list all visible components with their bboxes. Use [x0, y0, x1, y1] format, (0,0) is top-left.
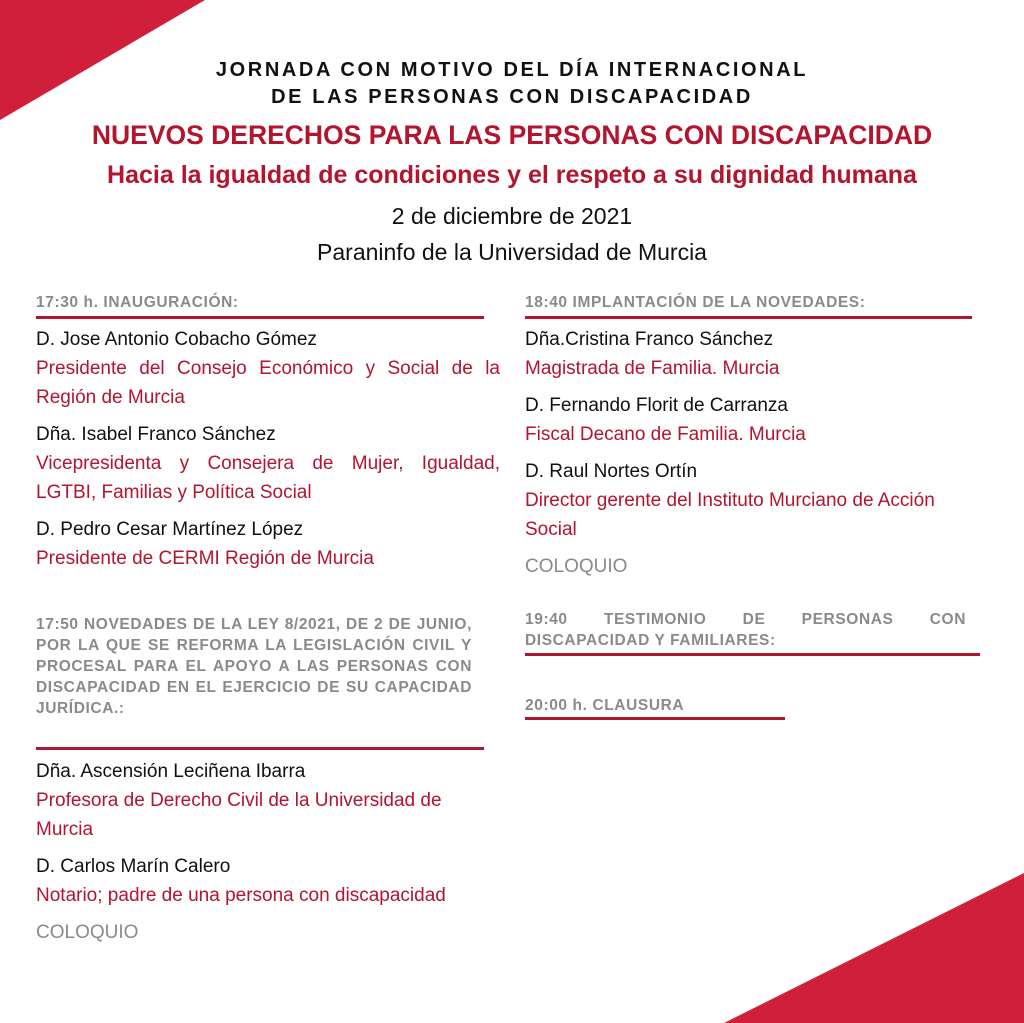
speaker-role: Magistrada de Familia. Murcia — [525, 358, 780, 379]
speaker-role: Presidente del Consejo Económico y Social de la Región de Murcia — [36, 358, 500, 408]
speaker-name: D. Jose Antonio Cobacho Gómez — [36, 329, 317, 350]
section-heading-testimonio: 19:40 TESTIMONIO DE PERSONAS CON DISCAPACIDAD Y FAMILIARES: — [525, 611, 966, 649]
speaker-name: D. Pedro Cesar Martínez López — [36, 519, 304, 540]
speaker-list-implantacion — [525, 325, 990, 581]
left-column — [36, 292, 500, 573]
speaker-name: D. Raul Nortes Ortín — [525, 461, 698, 482]
right-column — [525, 292, 990, 581]
section-rule — [525, 717, 785, 720]
coloquio-label: COLOQUIO — [525, 556, 628, 577]
speaker-list-inauguracion — [36, 325, 500, 573]
speaker-name: D. Carlos Marín Calero — [36, 856, 231, 877]
event-date: 2 de diciembre de 2021 — [391, 203, 633, 229]
page-title: NUEVOS DERECHOS PARA LAS PERSONAS CON DISCAPACIDAD — [91, 120, 933, 150]
corner-triangle-bottom-right — [724, 873, 1024, 1023]
right-column-section-4 — [525, 609, 966, 651]
speaker-role: Profesora de Derecho Civil de la Universidad de Murcia — [36, 790, 442, 840]
speaker-name: Dña. Isabel Franco Sánchez — [36, 424, 276, 445]
speaker-name: D. Fernando Florit de Carranza — [525, 395, 788, 416]
speaker-role: Presidente de CERMI Región de Murcia — [36, 548, 374, 569]
section-rule — [525, 316, 972, 319]
speaker-role: Fiscal Decano de Familia. Murcia — [525, 424, 806, 445]
section-rule — [36, 747, 484, 750]
section-heading-clausura: 20:00 h. CLAUSURA — [525, 697, 685, 714]
speaker-name: Dña. Ascensión Leciñena Ibarra — [36, 761, 306, 782]
speaker-role: Vicepresidenta y Consejera de Mujer, Igualdad, LGTBI, Familias y Política Social — [36, 453, 500, 503]
section-rule — [525, 653, 980, 656]
section-rule — [36, 316, 484, 319]
event-line-1: JORNADA CON MOTIVO DEL DÍA INTERNACIONAL — [215, 59, 809, 81]
section-heading-inauguracion: 17:30 h. INAUGURACIÓN: — [36, 294, 239, 311]
section-heading-implantacion: 18:40 IMPLANTACIÓN DE LA NOVEDADES: — [525, 294, 866, 311]
speaker-role: Director gerente del Instituto Murciano de Acción Social — [525, 490, 935, 540]
left-column-section-2 — [36, 614, 472, 719]
event-venue: Paraninfo de la Universidad de Murcia — [317, 239, 707, 265]
section-heading-novedades: 17:50 NOVEDADES DE LA LEY 8/2021, DE 2 DE JUNIO, POR LA QUE SE REFORMA LA LEGISLACIÓN CIVIL Y PROCESAL PARA EL APOYO A LAS PERSONAS CON DISCAPACIDAD EN EL EJERCICIO DE SU CAPACIDAD JURÍDICA.: — [36, 616, 472, 717]
page-subtitle: Hacia la igualdad de condiciones y el respeto a su dignidad humana — [107, 161, 917, 189]
coloquio-label: COLOQUIO — [36, 922, 139, 943]
event-line-2: DE LAS PERSONAS CON DISCAPACIDAD — [271, 86, 753, 108]
speaker-role: Notario; padre de una persona con discapacidad — [36, 885, 446, 906]
speaker-name: Dña.Cristina Franco Sánchez — [525, 329, 774, 350]
speaker-list-novedades — [36, 757, 500, 947]
right-column-section-5 — [525, 695, 825, 716]
